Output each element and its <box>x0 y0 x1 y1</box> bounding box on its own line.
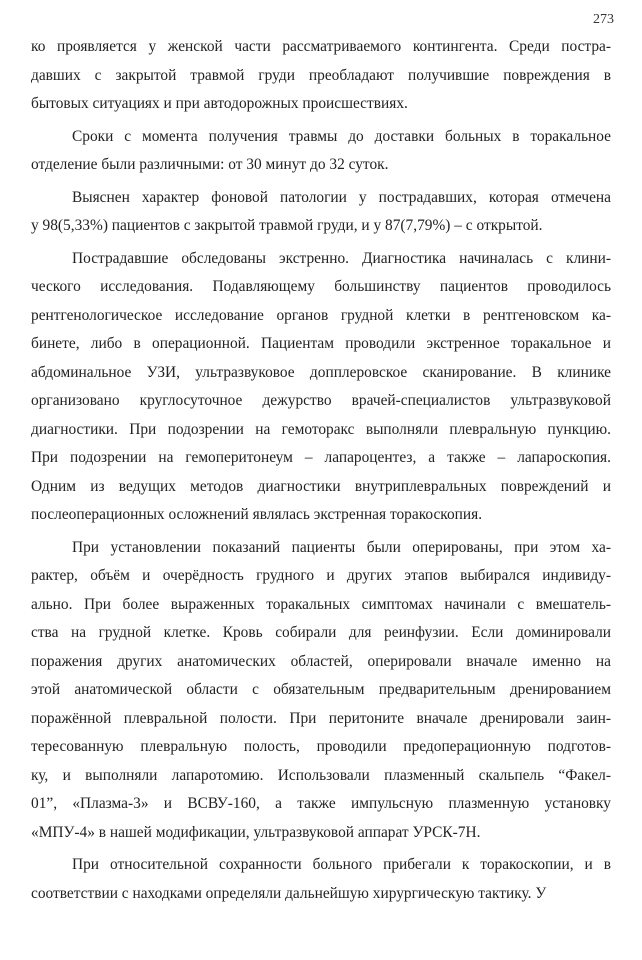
text-line: бинете, либо в операционной. Пациентам проводили экстренное торакальное и <box>31 335 611 352</box>
paragraph <box>31 33 611 119</box>
text-line: Одним из ведущих методов диагностики внутриплевральных повреждений и <box>31 477 611 495</box>
text-line: рактер, объём и очерёдность грудного и других этапов выбирался индивиду- <box>31 567 611 584</box>
text-line: этой анатомической области с обязательным предварительным дренированием <box>31 681 611 698</box>
text-line: Сроки с момента получения травмы до доставки больных в торакальное <box>72 127 611 145</box>
text-line: у 98(5,33%) пациентов с закрытой травмой груди, и у 87(7,79%) – с открытой. <box>31 217 543 234</box>
text-line: ческого исследования. Подавляющему большинству пациентов проводилось <box>31 278 611 295</box>
text-line: Пострадавшие обследованы экстренно. Диагностика начиналась с клини- <box>72 249 611 267</box>
body-text <box>31 33 611 908</box>
text-line: ко проявляется у женской части рассматриваемого контингента. Среди постра- <box>31 38 611 55</box>
text-line: диагностики. При подозрении на гемоторакс выполняли плевральную пункцию. <box>31 420 611 438</box>
text-line: Выяснен характер фоновой патологии у пострадавших, которая отмечена <box>72 188 611 206</box>
page-number: 273 <box>593 12 614 27</box>
text-line: отделение были различными: от 30 минут до 32 суток. <box>31 156 389 173</box>
text-line: поражения других анатомических областей, оперировали вначале именно на <box>31 652 611 670</box>
paragraph <box>31 534 611 848</box>
text-line: организовано круглосуточное дежурство врачей-специалистов ультразвуковой <box>31 392 611 409</box>
text-line: абдоминальное УЗИ, ультразвуковое допплеровское сканирование. В клинике <box>31 363 611 381</box>
paragraph <box>31 851 611 908</box>
text-line: тересованную плевральную полость, проводили предоперационную подготов- <box>31 738 611 755</box>
text-line: послеоперационных осложнений являлась экстренная торакоскопия. <box>31 506 483 523</box>
paragraph <box>31 245 611 530</box>
text-line: 01”, «Плазма-3» и ВСВУ-160, а также импульсную плазменную установку <box>31 795 611 812</box>
text-line: бытовых ситуациях и при автодорожных происшествиях. <box>31 95 408 112</box>
text-line: При относительной сохранности больного прибегали к торакоскопии, и в <box>72 856 611 873</box>
text-line: ства на грудной клетке. Кровь собирали для реинфузии. Если доминировали <box>31 624 611 641</box>
paragraph <box>31 123 611 180</box>
text-line: поражённой плевральной полости. При перитоните вначале дренировали заин- <box>31 709 611 727</box>
text-line: ально. При более выраженных торакальных симптомах начинали с вмешатель- <box>31 595 611 613</box>
text-line: При подозрении на гемоперитонеум – лапароцентез, а также – лапароскопия. <box>31 449 611 466</box>
text-line: рентгенологическое исследование органов грудной клетки в рентгеновском ка- <box>31 306 611 324</box>
paragraph <box>31 184 611 241</box>
text-line: При установлении показаний пациенты были оперированы, при этом ха- <box>72 538 611 556</box>
text-line: давших с закрытой травмой груди преобладают получившие повреждения в <box>31 66 611 84</box>
text-line: соответствии с находками определяли дальнейшую хирургическую тактику. У <box>31 884 547 902</box>
text-line: «МПУ-4» в нашей модификации, ультразвуковой аппарат УРСК-7Н. <box>31 823 481 841</box>
text-line: ку, и выполняли лапаротомию. Использовали плазменный скальпель “Факел- <box>31 766 611 784</box>
